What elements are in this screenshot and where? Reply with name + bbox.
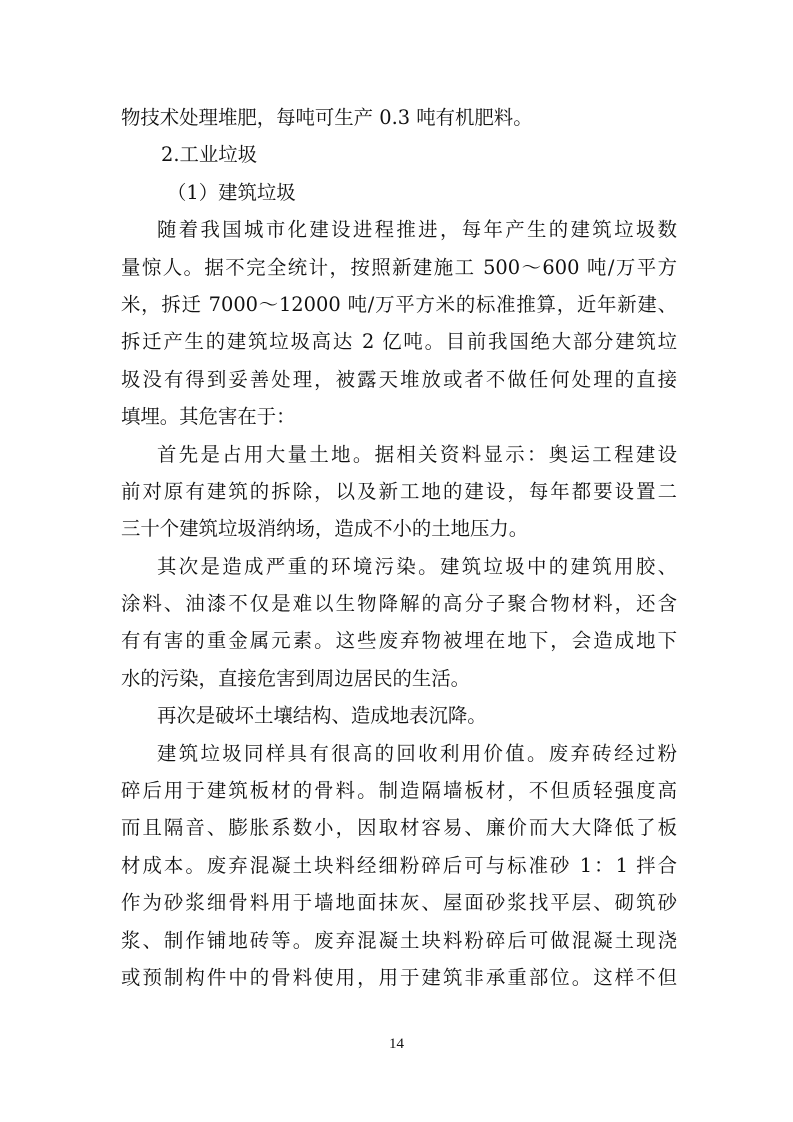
- text-line: 作为砂浆细骨料用于墙地面抹灰、屋面砂浆找平层、砌筑砂: [121, 891, 677, 915]
- text-line: 浆、制作铺地砖等。废弃混凝土块料粉碎后可做混凝土现浇: [121, 928, 677, 952]
- text-line: 其次是造成严重的环境污染。建筑垃圾中的建筑用胶、: [157, 554, 677, 578]
- text-line: 拆迁产生的建筑垃圾高达 2 亿吨。目前我国绝大部分建筑垃: [121, 330, 677, 354]
- body-text: [121, 99, 677, 996]
- text-line: 而且隔音、膨胀系数小，因取材容易、廉价而大大降低了板: [121, 816, 677, 840]
- section-heading: 2.工业垃圾: [161, 143, 258, 167]
- text-line: 填埋。其危害在于：: [121, 405, 296, 429]
- text-line: 建筑垃圾同样具有很高的回收利用价值。废弃砖经过粉: [157, 741, 677, 765]
- text-line: 圾没有得到妥善处理，被露天堆放或者不做任何处理的直接: [121, 367, 677, 391]
- text-line: 随着我国城市化建设进程推进，每年产生的建筑垃圾数: [157, 218, 677, 242]
- text-line: 碎后用于建筑板材的骨料。制造隔墙板材，不但质轻强度高: [121, 779, 677, 803]
- text-line: 再次是破坏土壤结构、造成地表沉降。: [157, 704, 487, 728]
- text-line: 首先是占用大量土地。据相关资料显示：奥运工程建设: [157, 442, 677, 466]
- text-line: 三十个建筑垃圾消纳场，造成不小的土地压力。: [121, 517, 529, 541]
- text-line: 前对原有建筑的拆除，以及新工地的建设，每年都要设置二: [121, 479, 677, 503]
- text-line: 量惊人。据不完全统计，按照新建施工 500～600 吨/万平方: [121, 255, 677, 279]
- page-number: 14: [389, 1036, 404, 1052]
- subsection-heading: （1）建筑垃圾: [167, 180, 296, 204]
- text-line: 材成本。废弃混凝土块料经细粉碎后可与标准砂 1：1 拌合: [121, 853, 677, 877]
- text-line: 水的污染，直接危害到周边居民的生活。: [121, 666, 471, 690]
- text-line: 涂料、油漆不仅是难以生物降解的高分子聚合物材料，还含: [121, 592, 677, 616]
- text-line: 物技术处理堆肥，每吨可生产 0.3 吨有机肥料。: [121, 106, 533, 129]
- text-line: 有有害的重金属元素。这些废弃物被埋在地下，会造成地下: [121, 629, 677, 653]
- text-line: 或预制构件中的骨料使用，用于建筑非承重部位。这样不但: [121, 965, 677, 989]
- text-line: 米，拆迁 7000～12000 吨/万平方米的标准推算，近年新建、: [121, 292, 677, 316]
